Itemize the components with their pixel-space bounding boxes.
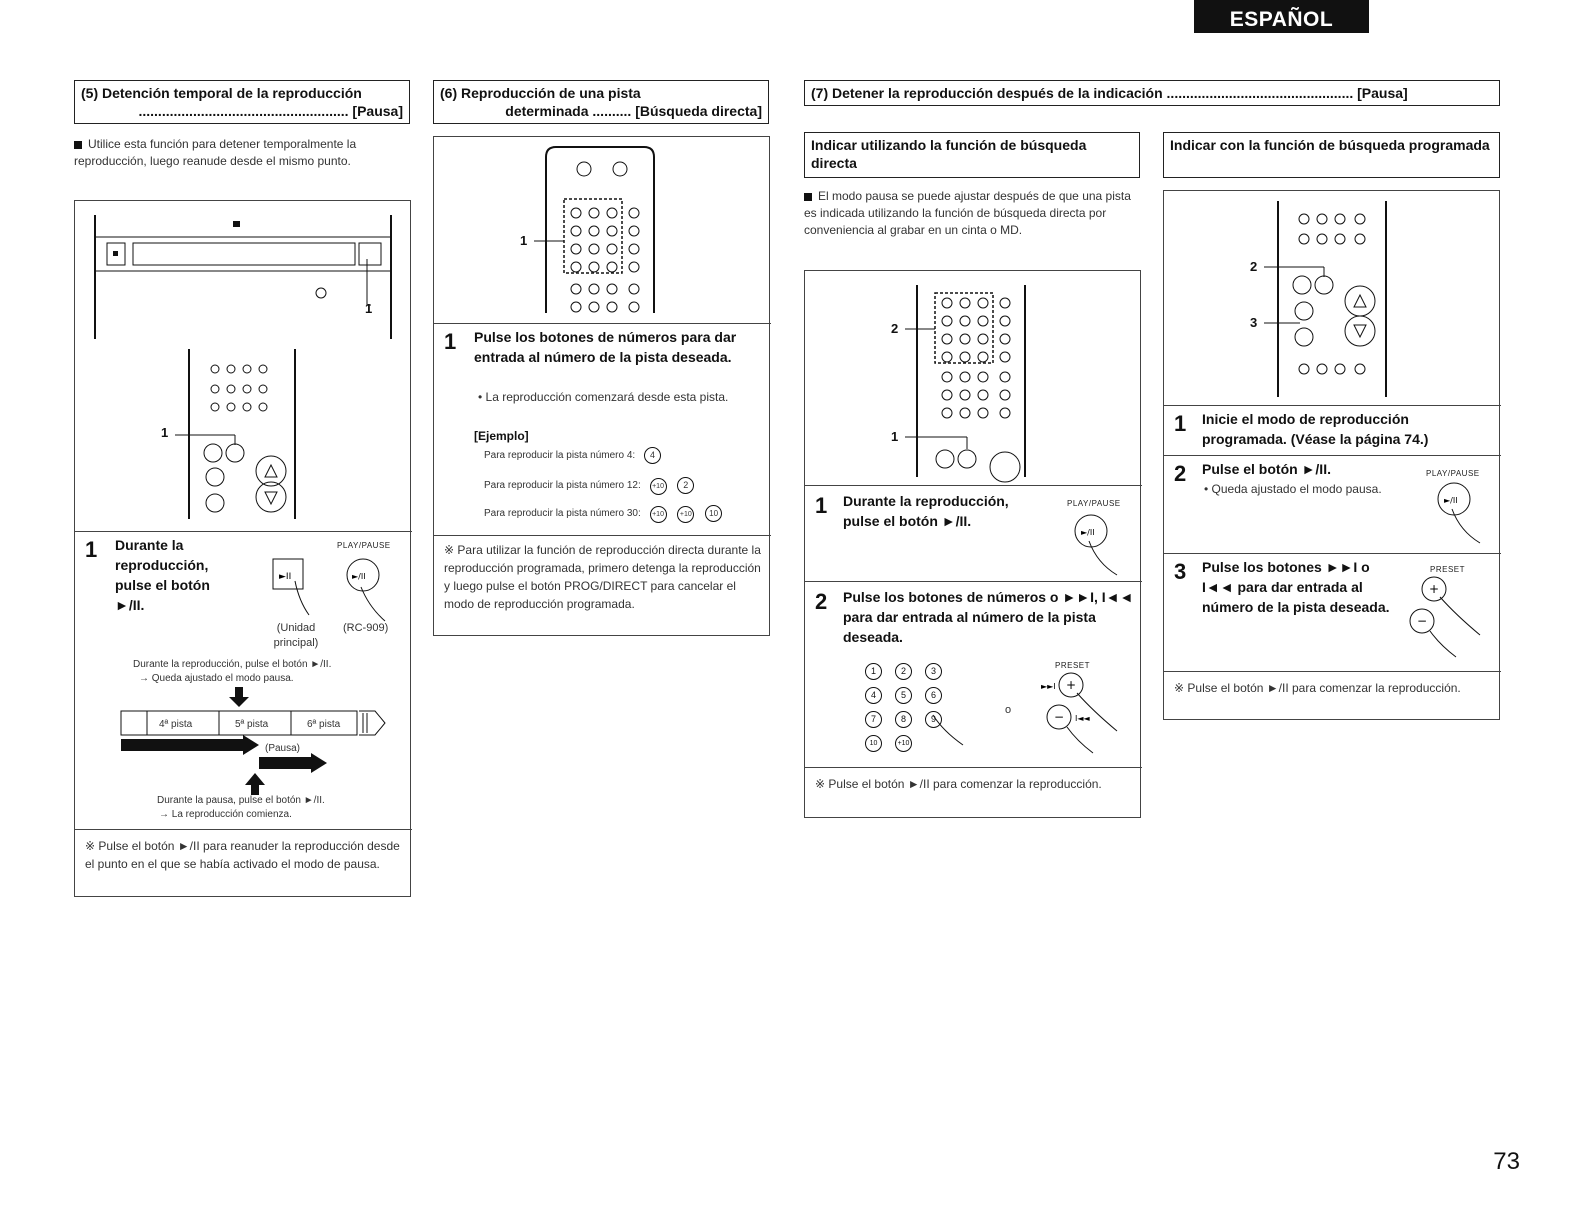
remote-preset-illustration	[1164, 191, 1501, 401]
language-tab: ESPAÑOL	[1194, 0, 1369, 33]
callout-number: 2	[1250, 259, 1258, 274]
svg-text:+: +	[1429, 582, 1440, 596]
svg-text:+: +	[1066, 678, 1077, 692]
bullet-square-icon	[804, 193, 812, 201]
section7-sub-left-title: Indicar utilizando la función de búsqueda directa	[804, 132, 1140, 178]
number-button-icon: +10	[650, 506, 667, 523]
callout-number: 1	[891, 429, 899, 444]
section7-right-note: ※ Pulse el botón ►/II para comenzar la reproducción.	[1174, 681, 1461, 695]
section5-intro	[74, 136, 410, 170]
play-pause-label: PLAY/PAUSE	[337, 541, 391, 550]
step2-instruction: Pulse el botón ►/II.	[1202, 461, 1331, 477]
section6-note: ※ Para utilizar la función de reproducción directa durante la reproducción programada, primero detenga la reproducción y luego pulse el botón PROG/DIRECT para cancelar el modo de reproducción programada.	[444, 543, 761, 611]
example-row	[484, 505, 774, 523]
svg-text:►II: ►II	[279, 572, 292, 582]
section6-figure-box	[433, 136, 770, 636]
number-button-icon: +10	[895, 735, 912, 752]
svg-text:−: −	[1054, 710, 1065, 724]
main-unit-illustration	[75, 201, 412, 531]
section7-sub-right-title: Indicar con la función de búsqueda programada	[1163, 132, 1500, 178]
svg-text:►/II: ►/II	[1081, 528, 1095, 537]
remote-number-pad-illustration	[434, 137, 771, 327]
number-button-icon: 6	[925, 687, 942, 704]
play-pause-button-illustration	[1418, 479, 1498, 549]
number-button-icon: 10	[865, 735, 882, 752]
pause-label: (Pausa)	[265, 743, 301, 754]
number-button-icon: 10	[705, 505, 722, 522]
number-button-icon: 4	[865, 687, 882, 704]
bullet-square-icon	[74, 141, 82, 149]
step1-instruction: Pulse los botones de números para dar entrada al número de la pista deseada.	[474, 329, 737, 365]
number-button-icon: 1	[865, 663, 882, 680]
number-button-icon: 9	[925, 711, 942, 728]
svg-text:−: −	[1417, 614, 1428, 628]
remote-illustration	[805, 271, 1142, 481]
track-cell: 6ª pista	[307, 719, 341, 730]
preset-label: PRESET	[1055, 661, 1091, 670]
section5-intro-text: Utilice esta función para detener temporalmente la reproducción, luego reanude desde el mismo punto.	[74, 137, 357, 168]
pause-timeline-diagram	[75, 685, 412, 805]
play-pause-label: PLAY/PAUSE	[1067, 499, 1121, 508]
svg-text:►►I: ►►I	[1041, 682, 1056, 691]
caption-remote: (RC-909)	[343, 622, 389, 634]
example-text: Para reproducir la pista número 30:	[484, 508, 641, 519]
section7-title: (7) Detener la reproducción después de la indicación ................................................ [Pausa]	[804, 80, 1500, 106]
number-button-icon: 7	[865, 711, 882, 728]
example-text: Para reproducir la pista número 12:	[484, 480, 641, 491]
svg-text:►/II: ►/II	[1444, 496, 1458, 505]
number-button-icon: 5	[895, 687, 912, 704]
section5-figure-box	[74, 200, 411, 897]
section7-right-figure-box	[1163, 190, 1500, 720]
example-row	[484, 447, 764, 464]
step-number: 1	[444, 329, 457, 354]
callout-number: 3	[1250, 315, 1258, 330]
step-number: 1	[815, 493, 828, 518]
step-number: 1	[85, 537, 98, 562]
section6-title	[433, 80, 769, 124]
number-button-icon: 8	[895, 711, 912, 728]
step-number: 3	[1174, 559, 1187, 584]
step1-sub-text: • La reproducción comenzará desde esta pista.	[478, 390, 729, 404]
step2-instruction: Pulse los botones de números o ►►I, I◄◄ para dar entrada al número de la pista deseada.	[843, 589, 1134, 645]
section6-title-line2: determinada .......... [Búsqueda directa]	[505, 103, 762, 119]
svg-text:I◄◄: I◄◄	[1075, 714, 1090, 723]
during-pause-text: Durante la pausa, pulse el botón ►/II.	[157, 795, 325, 806]
during-play-result: → Queda ajustado el modo pausa.	[139, 673, 294, 684]
section5-note: ※ Pulse el botón ►/II para reanuder la reproducción desde el punto en el que se había activado el modo de pausa.	[85, 839, 400, 871]
step2-sub-text: • Queda ajustado el modo pausa.	[1204, 482, 1382, 496]
step-number: 2	[1174, 461, 1187, 486]
section7-left-figure-box	[804, 270, 1141, 818]
section7-sub-left-intro	[804, 188, 1140, 239]
step3-instruction: Pulse los botones ►►I o I◄◄ para dar entrada al número de la pista deseada.	[1202, 559, 1390, 615]
example-text: Para reproducir la pista número 4:	[484, 450, 636, 461]
number-button-icon: 2	[895, 663, 912, 680]
callout-number: 2	[891, 321, 899, 336]
number-button-icon: 4	[644, 447, 661, 464]
section6-title-line1: (6) Reproducción de una pista	[440, 85, 641, 101]
number-button-icon: +10	[650, 478, 667, 495]
preset-label: PRESET	[1430, 565, 1466, 574]
caption-main-unit: (Unidad principal)	[273, 622, 319, 649]
play-pause-label: PLAY/PAUSE	[1426, 469, 1480, 478]
step1-instruction: Inicie el modo de reproducción programada. (Véase la página 74.)	[1202, 411, 1429, 447]
step-number: 2	[815, 589, 828, 614]
svg-text:►/II: ►/II	[352, 572, 366, 581]
callout-number: 1	[365, 301, 373, 316]
section7-sub-left-intro-text: El modo pausa se puede ajustar después de que una pista es indicada utilizando la función de búsqueda directa por conveniencia al grabar en un cinta o MD.	[804, 189, 1131, 237]
pointing-hand-icon	[933, 711, 973, 751]
or-label: o	[1005, 704, 1012, 716]
section5-title-line2: ...................................................... [Pausa]	[138, 103, 403, 119]
number-button-icon: +10	[677, 506, 694, 523]
example-row	[484, 477, 774, 495]
during-play-text: Durante la reproducción, pulse el botón ►/II.	[133, 659, 332, 670]
section5-title	[74, 80, 410, 124]
number-button-icon: 2	[677, 477, 694, 494]
during-pause-result: → La reproducción comienza.	[159, 809, 292, 820]
preset-skip-buttons-illustration	[1400, 575, 1490, 665]
section7-left-note: ※ Pulse el botón ►/II para comenzar la reproducción.	[815, 777, 1102, 791]
step-number: 1	[1174, 411, 1187, 436]
page-number: 73	[1493, 1148, 1520, 1175]
track-cell: 4ª pista	[159, 719, 193, 730]
track-cell: 5ª pista	[235, 719, 269, 730]
number-button-icon: 3	[925, 663, 942, 680]
example-label: [Ejemplo]	[474, 429, 529, 443]
callout-number: 1	[161, 425, 169, 440]
preset-skip-buttons-illustration	[1037, 671, 1127, 761]
play-pause-button-illustration	[1055, 511, 1135, 581]
callout-number: 1	[520, 233, 528, 248]
section5-title-line1: (5) Detención temporal de la reproducción	[81, 85, 362, 101]
step1-instruction: Durante la reproducción, pulse el botón ►/II.	[115, 537, 210, 613]
step1-instruction: Durante la reproducción, pulse el botón ►/II.	[843, 493, 1009, 529]
